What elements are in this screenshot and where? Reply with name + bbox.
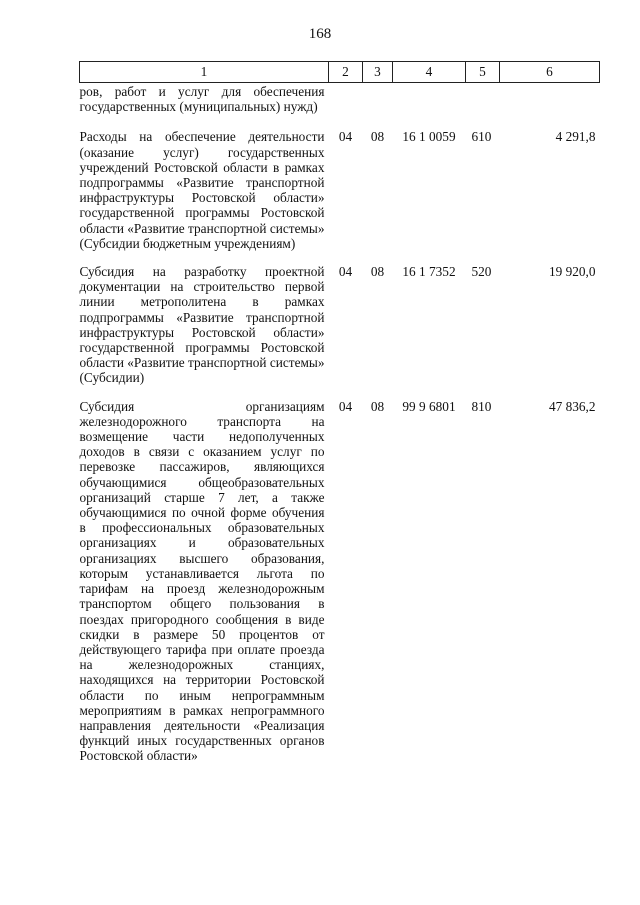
- row-target-code: 16 1 7352: [402, 264, 456, 280]
- row-amount: 47 836,2: [548, 398, 596, 414]
- column-header-4: 4: [393, 62, 466, 83]
- column-header-5: 5: [466, 62, 500, 83]
- column-header-2: 2: [329, 62, 363, 83]
- table-header-row: [80, 62, 600, 83]
- column-header-1: 1: [80, 62, 329, 83]
- row-amount: 4 291,8: [555, 129, 596, 145]
- page-number: 168: [308, 26, 332, 42]
- row-expense-type-code: 610: [471, 129, 492, 145]
- row-description: Расходы на обеспечение деятельности (оказание услуг) государственных учреждений Ростовской области в рамках подпрограммы «Развитие транспортной инфраструктуры Ростовской области» государственной программы Ростовской области «Развитие транспортной системы» (Субсидии бюджетным учреждениям): [79, 129, 325, 251]
- row-target-code: 16 1 0059: [402, 129, 456, 145]
- row-subsection-code: 08: [370, 129, 385, 145]
- table-row: [80, 129, 600, 264]
- row-description: Субсидия на разработку проектной документации на строительство первой линии метрополитена в рамках подпрограммы «Развитие транспортной инфраструктуры Ростовской области» государственной программы Ростовской области «Развитие транспортной системы» (Субсидии): [79, 264, 325, 386]
- column-header-3: 3: [363, 62, 393, 83]
- row-section-code: 04: [338, 264, 353, 280]
- table-row-continuation: [80, 83, 600, 130]
- column-header-6: 6: [500, 62, 600, 83]
- table-row: [80, 264, 600, 399]
- continuation-text: ров, работ и услуг для обеспечения государственных (муниципальных) нужд): [79, 84, 325, 115]
- row-expense-type-code: 520: [471, 264, 492, 280]
- row-subsection-code: 08: [370, 264, 385, 280]
- row-target-code: 99 9 6801: [402, 398, 456, 414]
- row-description: Субсидия организациям железнодорожного транспорта на возмещение части недополученных доходов в связи с оказанием услуг по перевозке пассажиров, являющихся обучающимися общеобразовательных организаций старше 7 лет, а также обучающимися по очной форме обучения в профессиональных образовательных организациях и образовательных организациях высшего образования, которым устанавливается льгота по тарифам на проезд железнодорожным транспортом общего пользования в поездах пригородного сообщения в виде скидки в размере 50 процентов от действующего тарифа при оплате проезда на железнодорожных станциях, находящихся на территории Ростовской области по иным непрограммным мероприятиям в рамках непрограммного направления деятельности «Реализация функций иных государственных органов Ростовской области»: [79, 398, 325, 764]
- row-expense-type-code: 810: [471, 398, 492, 414]
- row-section-code: 04: [338, 129, 353, 145]
- budget-table: [79, 61, 600, 777]
- row-subsection-code: 08: [370, 398, 385, 414]
- row-section-code: 04: [338, 398, 353, 414]
- table-row: [80, 399, 600, 777]
- row-amount: 19 920,0: [548, 264, 596, 280]
